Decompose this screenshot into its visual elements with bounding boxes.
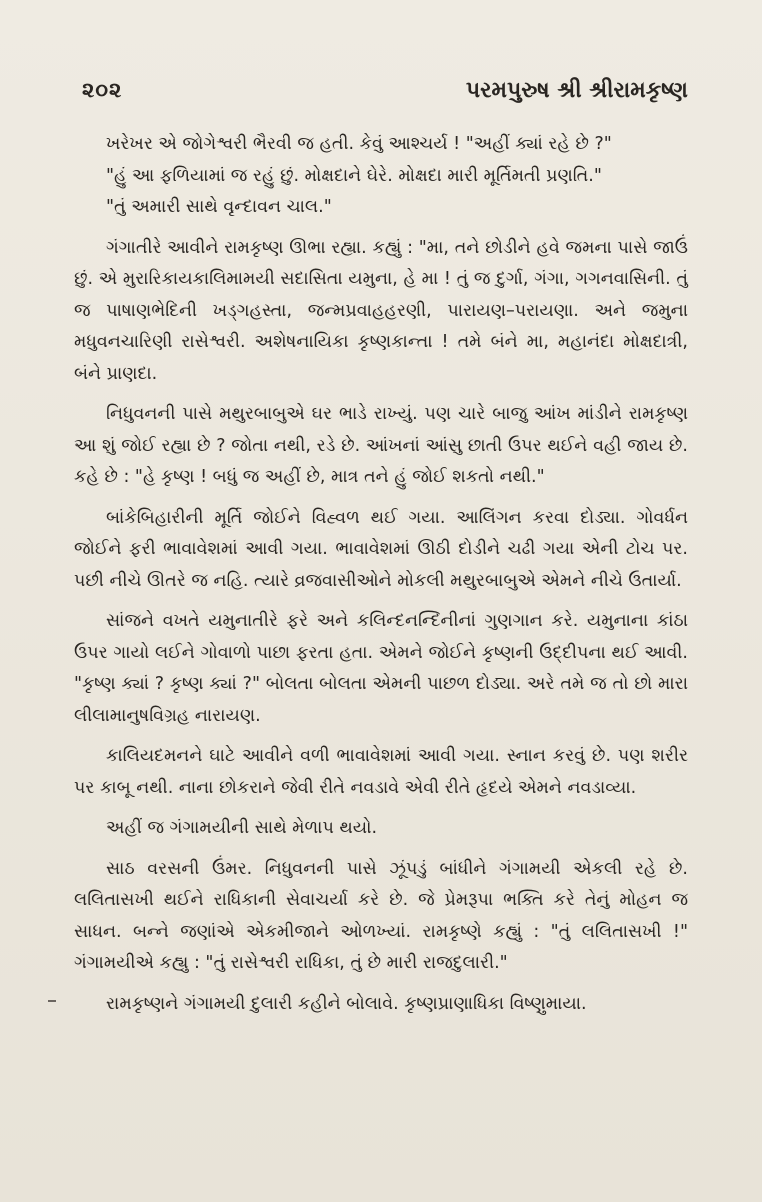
page-number: ૨૦૨ [82,78,123,102]
paragraph: અહીં જ ગંગામયીની સાથે મેળાપ થયો. [106,818,378,838]
dialogue-line: "તું અમારી સાથે વૃન્દાવન ચાલ." [106,197,332,217]
dialogue-block [74,129,688,224]
margin-dash [48,1000,56,1002]
paragraph: નિધુવનની પાસે મથુરબાબુએ ઘર ભાડે રાખ્યું. પણ ચારે બાજુ આંખ માંડીને રામકૃષ્ણ આ શું જોઈ રહ્યા છે ? જોતા નથી, રડે છે. આંખનાં આંસુ છાતી ઉપર થઈને વહી જાય છે. કહે છે : "હે કૃષ્ણ ! બધું જ અહીં છે, માત્ર તને હું જોઈ શકતો નથી." [74,404,688,487]
dialogue-line: ખરેખર એ જોગેશ્વરી ભૈરવી જ હતી. કેવું આશ્ચર્ય ! "અહીં ક્યાં રહે છે ?" [106,134,612,154]
page-header [74,78,688,103]
paragraph: બાંકેબિહારીની મૂર્તિ જોઈને વિહ્વળ થઈ ગયા. આલિંગન કરવા દોડ્યા. ગોવર્ધન જોઈને ફરી ભાવાવેશમાં આવી ગયા. ભાવાવેશમાં ઊઠી દોડીને ચઢી ગયા એની ટોચ પર. પછી નીચે ઊતરે જ નહિ. ત્યારે વ્રજવાસીઓને મોકલી મથુરબાબુએ એમને નીચે ઉતાર્યા. [74,507,688,591]
running-title: પરમપુરુષ શ્રી શ્રીરામકૃષ્ણ [465,78,688,103]
paragraph: સાંજને વખતે યમુનાતીરે ફરે અને કલિન્દનન્દિનીનાં ગુણગાન કરે. યમુનાના કાંઠા ઉપર ગાયો લઈને ગોવાળો પાછા ફરતા હતા. એમને જોઈને કૃષ્ણની ઉદ્દીપના થઈ આવી. "કૃષ્ણ ક્યાં ? કૃષ્ણ ક્યાં ?" બોલતા બોલતા એમની પાછળ દોડ્યા. અરે તમે જ તો છો મારા લીલામાનુષવિગ્રહ નારાયણ. [74,611,688,726]
paragraph: કાલિયદમનને ઘાટે આવીને વળી ભાવાવેશમાં આવી ગયા. સ્નાન કરવું છે. પણ શરીર પર કાબૂ નથી. નાના છોકરાને જેવી રીતે નવડાવે એવી રીતે હૃદયે એમને નવડાવ્યા. [74,746,688,798]
paragraph: ગંગાતીરે આવીને રામકૃષ્ણ ઊભા રહ્યા. કહ્યું : "મા, તને છોડીને હવે જમના પાસે જાઉં છું. એ મુરારિકાયકાલિમામયી સદાસિતા યમુના, હે મા ! તું જ દુર્ગા, ગંગા, ગગનવાસિની. તું જ પાષાણભેદિની ખડ્ગહસ્તા, જન્મપ્રવાહહરણી, પારાયણ–પરાયણા. અને જમુના મધુવનચારિણી રાસેશ્વરી. અશેષનાયિકા કૃષ્ણકાન્તા ! તમે બંને મા, મહાનંદા મોક્ષદાત્રી, બંને પ્રાણદા. [74,237,689,384]
page-body [74,129,688,1020]
paragraph: રામકૃષ્ણને ગંગામયી દુલારી કહીને બોલાવે. કૃષ્ણપ્રાણાધિકા વિષ્ણુમાયા. [106,993,587,1014]
dialogue-line: "હું આ ફળિયામાં જ રહું છું. મોક્ષદાને ઘેરે. મોક્ષદા મારી મૂર્તિમતી પ્રણતિ." [106,165,602,186]
paragraph: સાઠ વરસની ઉંમર. નિધુવનની પાસે ઝૂંપડું બાંધીને ગંગામયી એકલી રહે છે. લલિતાસખી થઈને રાધિકાની સેવાચર્યા કરે છે. જે પ્રેમરૂપા ભક્તિ કરે તેનું મોહન જ સાધન. બન્ને જણાંએ એકમીજાને ઓળખ્યાં. રામકૃષ્ણે કહ્યું : "તું લલિતાસખી !" ગંગામયીએ કહ્યુ : "તું રાસેશ્વરી રાધિકા, તું છે મારી રાજદુલારી." [74,858,688,973]
